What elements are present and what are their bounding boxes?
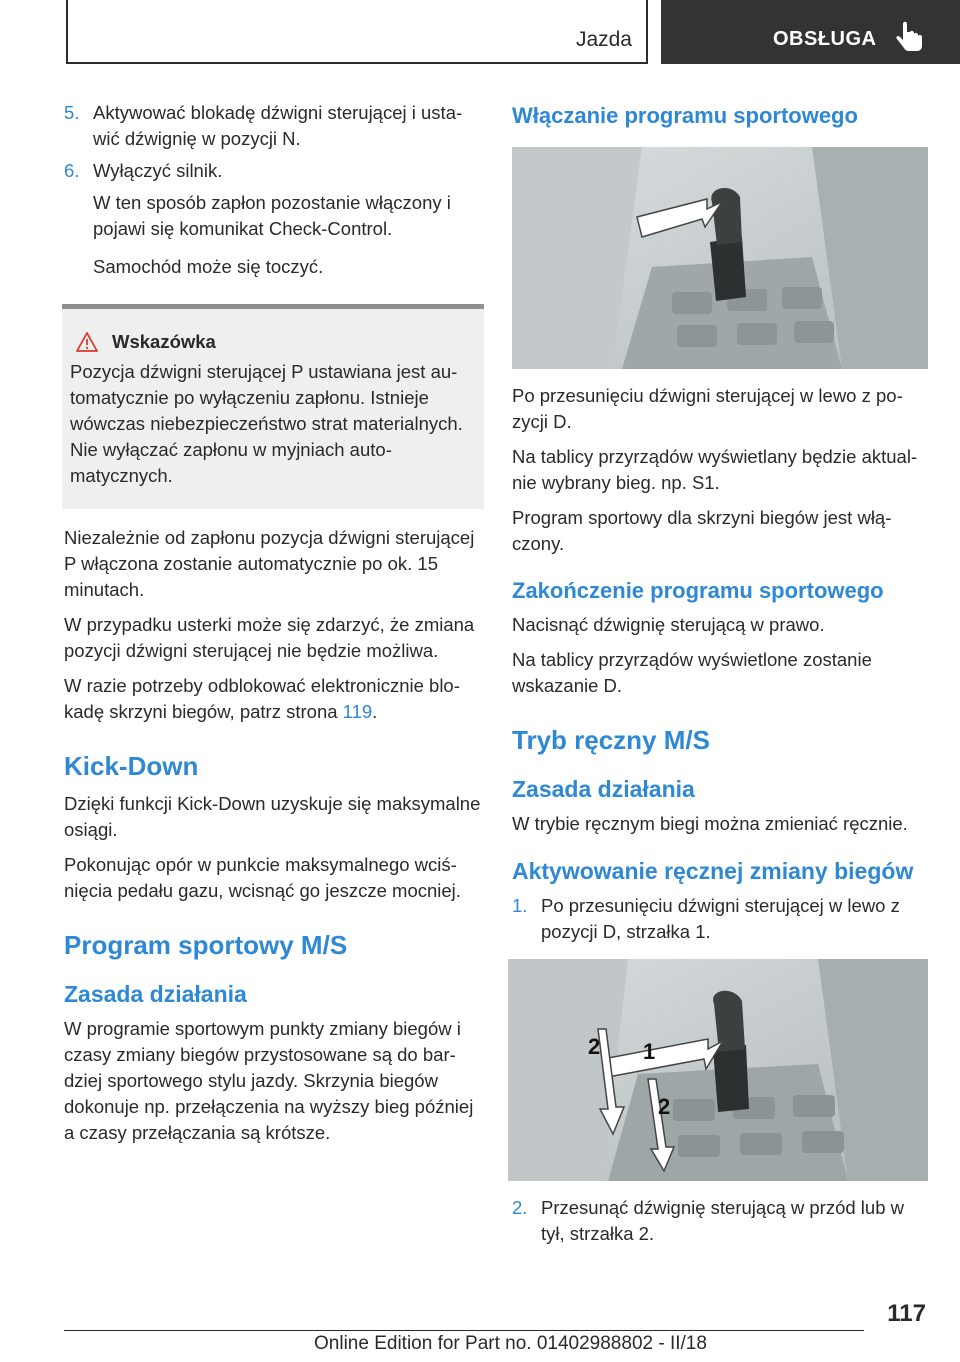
edition-note: Online Edition for Part no. 01402988802 - II/18: [314, 1333, 707, 1354]
subheading-principle: Zasada działania: [512, 776, 695, 802]
gear-lever-illustration: [512, 147, 928, 369]
list-number: 6.: [64, 160, 80, 181]
list-number: 1.: [512, 895, 528, 916]
notice-text: Pozycja dźwigni sterującej P ustawiana jest automatycznie po wyłączeniu zapłonu. Istnieje wówczas niebezpieczeństwo strat materialnych. Nie wyłączać zapłonu w myjniach automatycznych.: [70, 361, 463, 486]
notice-title: Wskazówka: [112, 331, 216, 352]
paragraph: Na tablicy przyrządów wyświetlone zostanie wskazanie D.: [512, 649, 872, 696]
right-column: [512, 102, 928, 1253]
list-text: Przesunąć dźwignię sterującą w przód lub w tył, strzałka 2.: [541, 1197, 904, 1244]
list-number: 2.: [512, 1197, 528, 1218]
heading-sport-on: Włączanie programu sportowego: [512, 103, 858, 128]
paragraph: W programie sportowym punkty zmiany biegów i czasy zmiany biegów przystosowane są do bardziej sportowego stylu jazdy. Skrzynia biegów dokonuje np. przełączenia na wyższy bieg później a czasy przełączania są krótsze.: [64, 1018, 474, 1143]
notice-box: [62, 304, 484, 509]
heading-sport-program: Program sportowy M/S: [64, 930, 348, 960]
heading-kick-down: Kick-Down: [64, 751, 199, 781]
manual-shift-photo: [508, 959, 928, 1181]
paragraph: Pokonując opór w punkcie maksymalnego wciśnięcia pedału gazu, wcisnąć go jeszcze mocniej.: [64, 854, 461, 901]
footer-divider: [64, 1330, 864, 1331]
list-item: [64, 100, 482, 152]
gear-selector-photo: [512, 147, 928, 369]
hand-pointer-icon: [893, 20, 927, 54]
list-subtext: Samochód może się toczyć.: [93, 256, 324, 277]
header-frame: [66, 0, 648, 64]
list-subtext: W ten sposób zapłon pozostanie włączony i pojawi się komunikat Check-Control.: [93, 192, 451, 239]
paragraph-with-link: [64, 673, 482, 725]
list-text: Aktywować blokadę dźwigni sterującej i ustawić dźwignię w pozycji N.: [93, 102, 463, 149]
notice-header: [70, 331, 476, 353]
manual-shift-illustration: [508, 959, 928, 1181]
section-tab[interactable]: [661, 0, 960, 64]
paragraph: W trybie ręcznym biegi można zmieniać ręcznie.: [512, 813, 908, 834]
heading-sport-off: Zakończenie programu sportowego: [512, 578, 884, 603]
paragraph: Nacisnąć dźwignię sterującą w prawo.: [512, 614, 825, 635]
paragraph: Program sportowy dla skrzyni biegów jest włączony.: [512, 507, 892, 554]
warning-icon: [76, 332, 98, 352]
subheading-activate-manual: Aktywowanie ręcznej zmiany biegów: [512, 858, 914, 884]
paragraph: Po przesunięciu dźwigni sterującej w lewo z pozycji D.: [512, 385, 903, 432]
section-title: OBSŁUGA: [773, 28, 877, 50]
arrow-label: 2: [588, 1034, 601, 1059]
paragraph: Niezależnie od zapłonu pozycja dźwigni sterującej P włączona zostanie automatycznie po ok. 15 minutach.: [64, 527, 475, 600]
arrow-label: 1: [643, 1039, 656, 1064]
arrow-label: 2: [658, 1094, 671, 1119]
left-column: [64, 100, 482, 1155]
list-text: Po przesunięciu dźwigni sterującej w lewo z pozycji D, strzałka 1.: [541, 895, 900, 942]
list-text: Wyłączyć silnik.: [93, 160, 223, 181]
list-item: [512, 893, 928, 945]
heading-manual-mode: Tryb ręczny M/S: [512, 725, 710, 755]
paragraph-text: .: [372, 701, 378, 722]
paragraph: Dzięki funkcji Kick-Down uzyskuje się maksymalne osiągi.: [64, 793, 481, 840]
chapter-title: Jazda: [575, 28, 632, 51]
paragraph: Na tablicy przyrządów wyświetlany będzie aktualnie wybrany bieg. np. S1.: [512, 446, 918, 493]
list-item: [512, 1195, 928, 1247]
page-number: 117: [887, 1300, 926, 1327]
paragraph-text: W razie potrzeby odblokować elektronicznie blokadę skrzyni biegów, patrz strona: [64, 675, 460, 722]
list-number: 5.: [64, 102, 80, 123]
page-reference-link[interactable]: 119: [342, 701, 373, 722]
list-item: [64, 158, 482, 184]
paragraph: W przypadku usterki może się zdarzyć, że zmiana pozycji dźwigni sterującej nie będzie możliwa.: [64, 614, 475, 661]
subheading-principle: Zasada działania: [64, 981, 247, 1007]
